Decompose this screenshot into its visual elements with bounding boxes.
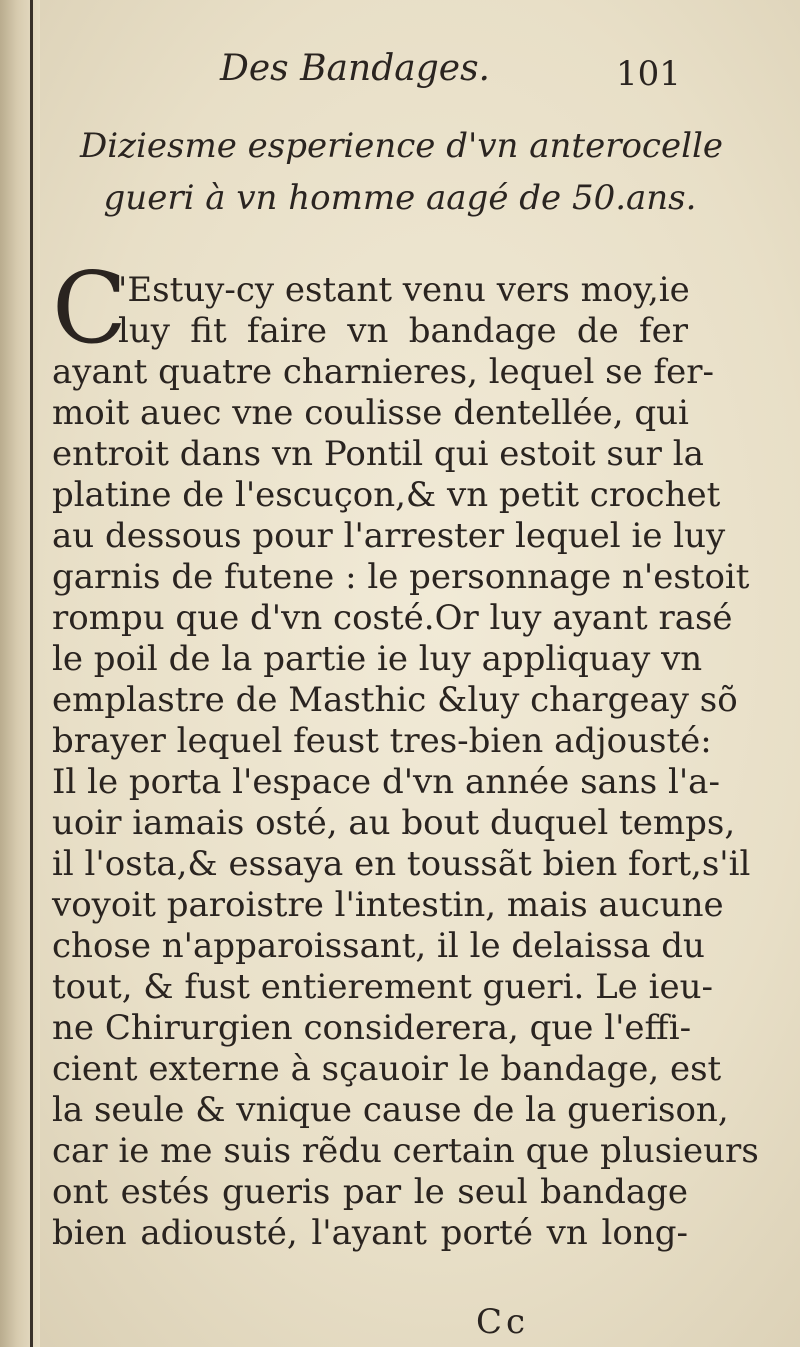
section-title-line-1: Diziesme esperience d'vn anterocelle (80, 126, 723, 166)
running-head: Des Bandages. (220, 48, 490, 89)
text-line: bien adiousté, l'ayant porté vn long- (52, 1213, 688, 1253)
text-line: uoir iamais osté, au bout duquel temps, (52, 803, 736, 843)
text-line: Il le porta l'espace d'vn année sans l'a- (52, 762, 720, 802)
text-line: platine de l'escuçon,& vn petit crochet (52, 475, 721, 515)
text-line: ont estés gueris par le seul bandage (52, 1172, 688, 1212)
text-line: il l'osta,& essaya en toussãt bien fort,s'il (52, 844, 751, 884)
text-line: au dessous pour l'arrester lequel ie luy (52, 516, 726, 556)
binding-edge (30, 0, 33, 1347)
section-title-line-2: gueri à vn homme aagé de 50.ans. (103, 178, 697, 218)
text-line: ayant quatre charnieres, lequel se fer- (52, 352, 714, 392)
page-header (0, 40, 800, 100)
text-line: luy fit faire vn bandage de fer (118, 311, 688, 351)
text-line: moit auec vne coulisse dentellée, qui (52, 393, 689, 433)
text-line: rompu que d'vn costé.Or luy ayant rasé (52, 598, 733, 638)
section-title (80, 120, 723, 224)
text-line: emplastre de Masthic &luy chargeay sõ (52, 680, 738, 720)
drop-cap: C (52, 252, 127, 366)
signature-mark: Cc (476, 1302, 530, 1342)
text-line: le poil de la partie ie luy appliquay vn (52, 639, 703, 679)
text-line: cient externe à sçauoir le bandage, est (52, 1049, 722, 1089)
text-line: entroit dans vn Pontil qui estoit sur la (52, 434, 704, 474)
text-line: brayer lequel feust tres-bien adjousté: (52, 721, 712, 761)
text-line: car ie me suis rẽdu certain que plusieurs (52, 1131, 759, 1171)
text-line: la seule & vnique cause de la guerison, (52, 1090, 729, 1130)
text-line: 'Estuy-cy estant venu vers moy,ie (118, 270, 690, 310)
text-line: voyoit paroistre l'intestin, mais aucune (52, 885, 724, 925)
page-number: 101 (616, 54, 681, 94)
text-line: ne Chirurgien considerera, que l'effi- (52, 1008, 692, 1048)
text-line: garnis de futene : le personnage n'estoit (52, 557, 750, 597)
page-gutter (0, 0, 40, 1347)
text-line: tout, & fust entierement gueri. Le ieu- (52, 967, 713, 1007)
body-text (52, 252, 759, 1254)
text-line: chose n'apparoissant, il le delaissa du (52, 926, 705, 966)
